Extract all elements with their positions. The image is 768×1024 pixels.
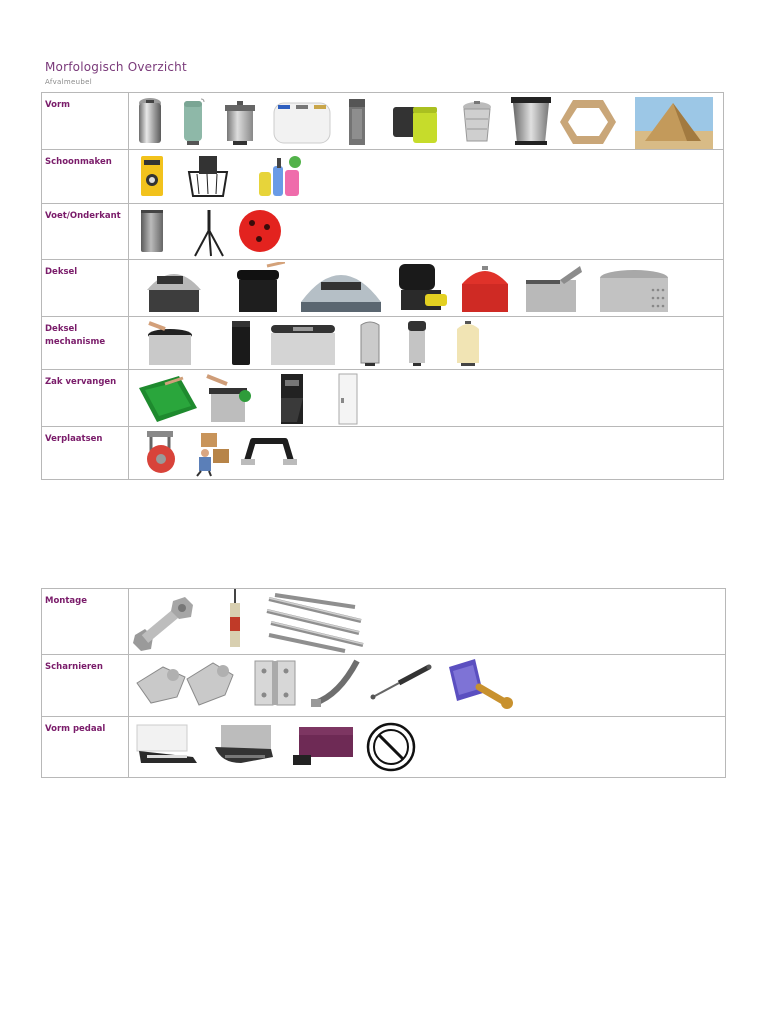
purple-pedal-image [291,725,355,769]
row-images-vorm [129,93,724,150]
document-subtitle: Afvalmeubel [45,78,92,86]
sensor-bin-image [143,319,197,367]
green-bag-bin-image [135,374,201,424]
touch-top-bin-image [267,321,339,367]
table-row [42,93,724,150]
castor-wheel-image [139,429,183,477]
mint-pedal-bin-image [181,97,205,147]
table-row [42,317,724,370]
butt-hinge-image [251,657,299,709]
red-ball-image [237,207,283,255]
table-row [42,370,724,427]
row-label-zak-vervangen: Zak vervangen [42,370,129,427]
gas-spring-image [369,659,433,707]
red-retro-bin-image [456,264,514,314]
white-door-image [335,372,361,426]
row-label-deksel: Deksel [42,260,129,317]
swing-lid-bin-image [233,262,285,314]
cream-retro-bin-image [453,319,483,367]
no-symbol-icon [365,721,417,773]
steel-pedal-bin-image [221,97,259,147]
row-label-montage: Montage [42,589,129,655]
table-row [42,717,726,778]
row-images-voet-onderkant [129,204,724,260]
document-title: Morfologisch Overzicht [45,60,187,74]
row-images-zak-vervangen [129,370,724,427]
cleaning-cloth-pack-image [139,154,165,198]
round-steel-bin-image [137,97,163,147]
row-label-vorm: Vorm [42,93,129,150]
table-row [42,204,724,260]
table-row [42,655,726,717]
cabinet-hinges-image [133,657,239,713]
tripod-stand-image [191,206,227,258]
boxes-carrier-image [191,429,233,477]
bolt-nut-image [131,591,197,653]
hand-bin-image [205,372,257,424]
hinge-package-image [445,657,517,711]
curved-strap-image [309,657,363,709]
row-label-vorm-pedaal: Vorm pedaal [42,717,129,778]
white-pedal-image [133,723,203,767]
row-images-montage [129,589,726,655]
step-bin-image [405,319,429,367]
dome-lid-bin-image [143,262,205,314]
carry-handle-image [239,431,299,475]
hexagon-tray-image [558,97,618,147]
morphology-table-2 [41,588,726,778]
row-label-scharnieren: Scharnieren [42,655,129,717]
steel-rods-image [265,591,365,653]
row-label-verplaatsen: Verplaatsen [42,427,129,480]
steel-pedal-image [211,723,277,767]
black-yellow-duo-bin-image [391,97,441,147]
row-label-deksel-mechanisme: Deksel mechanisme [42,317,129,370]
row-images-verplaatsen [129,427,724,480]
row-images-deksel [129,260,724,317]
tall-slim-bin-image [346,97,368,147]
table-row [42,589,726,655]
wall-bin-image [275,372,309,426]
perforated-black-bin-image [509,95,553,147]
pyramid-photo-image [635,97,713,149]
table-row [42,427,724,480]
black-slim-bin-image [229,319,253,367]
row-label-schoonmaken: Schoonmaken [42,150,129,204]
table-row [42,150,724,204]
oval-recycling-bin-image [272,97,332,147]
dish-rack-image [185,152,231,200]
row-images-scharnieren [129,655,726,717]
steel-pedal-tall-image [357,319,383,367]
table-row [42,260,724,317]
row-images-schoonmaken [129,150,724,204]
sealant-tube-image [227,589,243,651]
pedal-bin-yellow-image [395,262,449,314]
cleaning-supplies-image [251,152,307,200]
row-label-voet-onderkant: Voet/Onderkant [42,204,129,260]
round-dome-lid-image [299,262,383,314]
open-flap-bin-image [522,262,584,314]
morphology-table-1 [41,92,724,480]
row-images-vorm-pedaal [129,717,726,778]
perforated-lid-image [595,268,673,314]
row-images-deksel-mechanisme [129,317,724,370]
galvanized-bucket-bin-image [460,99,494,145]
steel-cylinder-bin-image [139,207,165,255]
